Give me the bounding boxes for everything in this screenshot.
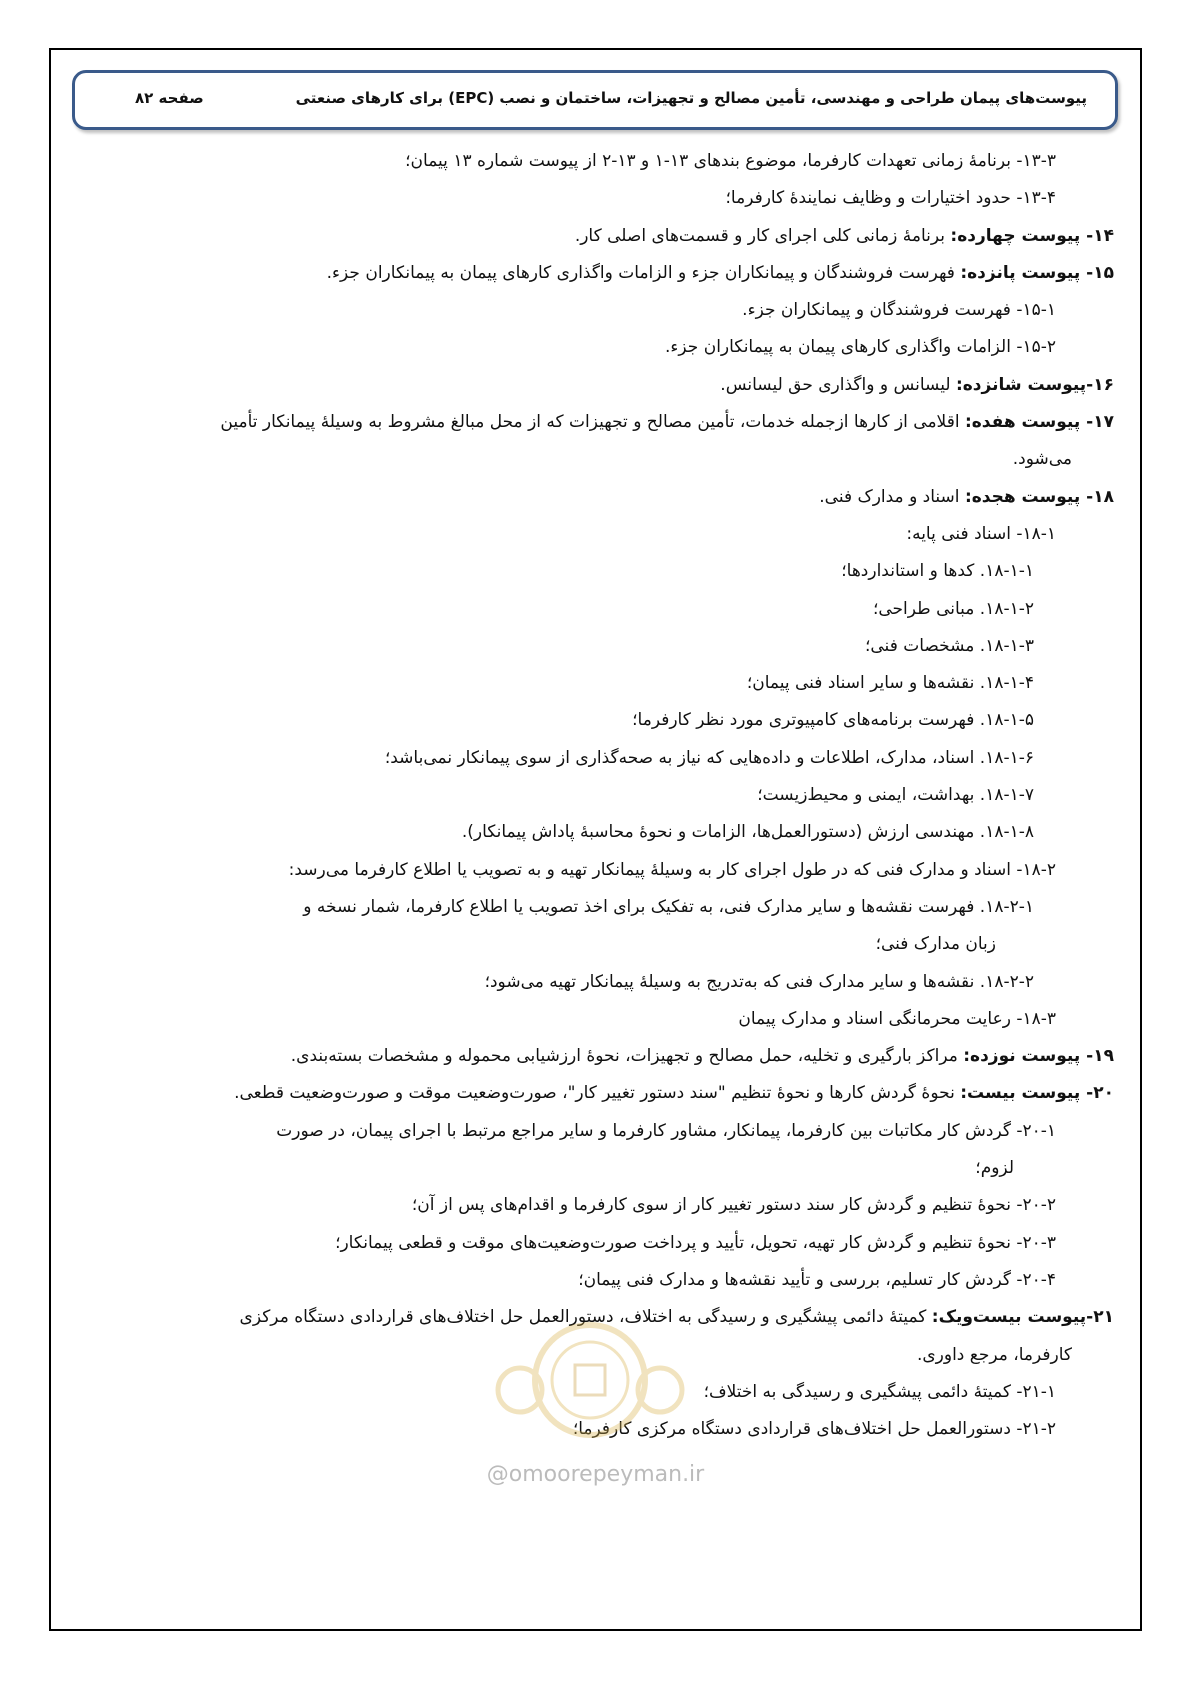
list-item: ۱۹- پیوست نوزده: مراکز بارگیری و تخلیه، حمل مصالح و تجهیزات، نحوهٔ ارزشیابی محموله و مشخصات بسته‌بندی. — [290, 1046, 1114, 1067]
list-item: ۱۵- پیوست پانزده: فهرست فروشندگان و پیمانکاران جزء و الزامات واگذاری کارهای پیمان به پیمانکاران جزء. — [326, 262, 1114, 283]
list-item-continuation: می‌شود. — [1012, 449, 1072, 470]
list-item: ۱۵-۱- فهرست فروشندگان و پیمانکاران جزء. — [742, 300, 1056, 321]
list-item: ۱۸-۱-۵. فهرست برنامه‌های کامپیوتری مورد نظر کارفرما؛ — [632, 710, 1034, 731]
list-item: ۲۱-پیوست بیست‌ویک: کمیتهٔ دائمی پیشگیری و رسیدگی به اختلاف، دستورالعمل حل اختلاف‌های قراردادی دستگاه مرکزی — [239, 1307, 1114, 1328]
list-item: ۱۸-۳- رعایت محرمانگی اسناد و مدارک پیمان — [738, 1008, 1056, 1029]
watermark-site: @omoorepeyman.ir — [486, 1462, 705, 1487]
list-item-continuation: زبان مدارک فنی؛ — [875, 934, 996, 955]
list-item: ۱۵-۲- الزامات واگذاری کارهای پیمان به پیمانکاران جزء. — [665, 337, 1056, 358]
list-item: ۱۳-۴- حدود اختیارات و وظایف نمایندهٔ کارفرما؛ — [725, 188, 1056, 209]
list-item: ۱۸-۱-۲. مبانی طراحی؛ — [872, 598, 1034, 619]
list-item: ۲۰- پیوست بیست: نحوهٔ گردش کارها و نحوهٔ تنظیم "سند دستور تغییر کار"، صورت‌وضعیت موقت و صورت‌وضعیت قطعی. — [234, 1083, 1114, 1104]
list-item: ۱۸-۲-۱. فهرست نقشه‌ها و سایر مدارک فنی، به تفکیک برای اخذ تصویب یا اطلاع کارفرما، شمار نسخه و — [303, 896, 1034, 917]
list-item: ۱۸-۱- اسناد فنی پایه: — [906, 523, 1056, 544]
list-item: ۱۸-۱-۷. بهداشت، ایمنی و محیط‌زیست؛ — [757, 785, 1034, 806]
list-item: ۱۸-۲- اسناد و مدارک فنی که در طول اجرای کار به وسیلهٔ پیمانکار تهیه و به تصویب یا اطلاع کارفرما می‌رسد: — [288, 859, 1056, 880]
document-title: پیوست‌های پیمان طراحی و مهندسی، تأمین مصالح و تجهیزات، ساختمان و نصب (EPC) برای کارهای صنعتی — [295, 89, 1087, 107]
list-item: ۲۱-۱- کمیتهٔ دائمی پیشگیری و رسیدگی به اختلاف؛ — [703, 1381, 1056, 1402]
list-item: ۱۸-۱-۴. نقشه‌ها و سایر اسناد فنی پیمان؛ — [746, 673, 1034, 694]
list-item: ۲۱-۲- دستورالعمل حل اختلاف‌های قراردادی دستگاه مرکزی کارفرما؛ — [572, 1419, 1056, 1440]
list-item: ۲۰-۳- نحوهٔ تنظیم و گردش کار تهیه، تحویل، تأیید و پرداخت صورت‌وضعیت‌های موقت و قطعی پیمانکار؛ — [335, 1232, 1056, 1253]
list-item: ۱۸-۱-۸. مهندسی ارزش (دستورالعمل‌ها، الزامات و نحوهٔ محاسبهٔ پاداش پیمانکار). — [461, 822, 1034, 843]
list-item: ۲۰-۲- نحوهٔ تنظیم و گردش کار سند دستور تغییر کار از سوی کارفرما و اقدام‌های پس از آن؛ — [411, 1195, 1056, 1216]
page-number: صفحه ۸۲ — [135, 89, 204, 107]
list-item: ۱۳-۳- برنامهٔ زمانی تعهدات کارفرما، موضوع بندهای ۱۳-۱ و ۱۳-۲ از پیوست شماره ۱۳ پیمان؛ — [405, 151, 1056, 171]
list-item: ۱۴- پیوست چهارده: برنامهٔ زمانی کلی اجرای کار و قسمت‌های اصلی کار. — [574, 225, 1114, 246]
list-item-continuation: کارفرما، مرجع داوری. — [916, 1344, 1072, 1365]
list-item: ۱۸-۱-۱. کدها و استانداردها؛ — [841, 561, 1034, 582]
list-item-continuation: لزوم؛ — [975, 1158, 1014, 1179]
list-item: ۱۶-پیوست شانزده: لیسانس و واگذاری حق لیسانس. — [720, 374, 1114, 395]
list-item: ۱۷- پیوست هفده: اقلامی از کارها ازجمله خدمات، تأمین مصالح و تجهیزات که از محل مبالغ مشروط به وسیلهٔ پیمانکار تأمین — [220, 412, 1114, 433]
list-item: ۱۸-۱-۶. اسناد، مدارک، اطلاعات و داده‌هایی که نیاز به صحه‌گذاری از سوی پیمانکار نمی‌باشد؛ — [384, 747, 1034, 768]
watermark-logo — [465, 1320, 715, 1440]
list-item: ۲۰-۱- گردش کار مکاتبات بین کارفرما، پیمانکار، مشاور کارفرما و سایر مراجع مرتبط با اجرای پیمان، در صورت — [276, 1120, 1056, 1141]
list-item: ۱۸-۲-۲. نقشه‌ها و سایر مدارک فنی که به‌تدریج به وسیلهٔ پیمانکار تهیه می‌شود؛ — [484, 971, 1034, 992]
list-item: ۲۰-۴- گردش کار تسلیم، بررسی و تأیید نقشه‌ها و مدارک فنی پیمان؛ — [578, 1269, 1056, 1290]
page-header — [72, 70, 1118, 130]
list-item: ۱۸- پیوست هجده: اسناد و مدارک فنی. — [819, 486, 1114, 507]
list-item: ۱۸-۱-۳. مشخصات فنی؛ — [864, 635, 1034, 656]
document-body — [80, 143, 1114, 1448]
